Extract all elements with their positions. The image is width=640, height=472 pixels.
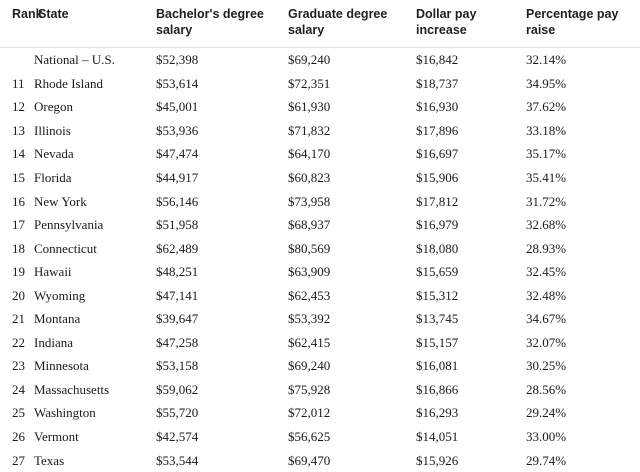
cell-rank: 22: [12, 334, 25, 350]
cell-percentage-raise: 32.14%: [526, 52, 567, 68]
cell-dollar-increase: $16,930: [416, 99, 459, 115]
cell-state: Wyoming: [34, 287, 86, 303]
cell-dollar-increase: $15,906: [416, 169, 459, 185]
cell-bachelor-salary: $53,544: [156, 452, 199, 468]
cell-graduate-salary: $56,625: [288, 429, 331, 444]
column-header-bachelor-salary: Bachelor's degree salary: [150, 0, 282, 48]
table-row: [0, 378, 640, 402]
cell-percentage-raise: 32.48%: [526, 287, 567, 303]
cell-state: Oregon: [34, 99, 73, 115]
cell-state: Florida: [34, 169, 72, 185]
table-row: [0, 401, 640, 425]
cell-dollar-increase: $16,866: [416, 381, 459, 397]
cell-graduate-salary: $61,930: [288, 99, 331, 115]
table-row: [0, 190, 640, 214]
cell-graduate-salary: $69,240: [288, 358, 331, 374]
cell-dollar-increase: $15,659: [416, 264, 459, 280]
cell-state: Hawaii: [34, 264, 72, 280]
cell-state: Massachusetts: [34, 381, 110, 397]
cell-rank: 11: [12, 75, 25, 91]
cell-dollar-increase: $15,926: [416, 452, 459, 468]
table-header: [0, 0, 640, 48]
cell-percentage-raise: 32.45%: [526, 264, 567, 280]
cell-bachelor-salary: $56,146: [156, 193, 199, 209]
cell-bachelor-salary: $55,720: [156, 405, 199, 421]
cell-bachelor-salary: $59,062: [156, 381, 199, 397]
table-header-row: [0, 0, 640, 48]
cell-state: Texas: [34, 452, 65, 468]
cell-graduate-salary: $68,937: [288, 217, 331, 233]
cell-bachelor-salary: $52,398: [156, 52, 199, 68]
cell-dollar-increase: $16,293: [416, 405, 459, 421]
cell-bachelor-salary: $47,258: [156, 334, 199, 350]
cell-graduate-salary: $62,453: [288, 287, 331, 303]
cell-rank: 18: [12, 240, 25, 256]
column-header-state: State: [32, 0, 150, 48]
cell-state: National – U.S.: [34, 52, 115, 68]
cell-graduate-salary: $62,415: [288, 334, 331, 350]
cell-state: Indiana: [34, 334, 73, 350]
cell-bachelor-salary: $53,936: [156, 122, 199, 138]
cell-percentage-raise: 28.56%: [526, 381, 567, 397]
cell-bachelor-salary: $51,958: [156, 217, 199, 233]
cell-percentage-raise: 35.41%: [526, 169, 567, 185]
cell-dollar-increase: $13,745: [416, 311, 459, 327]
cell-rank: [0, 48, 32, 72]
column-header-percentage-raise: Percentage pay raise: [520, 0, 640, 48]
cell-percentage-raise: 30.25%: [526, 358, 567, 374]
cell-dollar-increase: $17,896: [416, 122, 459, 138]
cell-rank: 24: [12, 381, 25, 397]
cell-rank: 21: [12, 311, 25, 327]
cell-bachelor-salary: $39,647: [156, 311, 199, 327]
cell-percentage-raise: 29.74%: [526, 452, 567, 468]
cell-percentage-raise: 32.68%: [526, 217, 567, 233]
cell-bachelor-salary: $47,141: [156, 287, 199, 303]
cell-state: Nevada: [34, 146, 74, 162]
cell-dollar-increase: $15,157: [416, 334, 459, 350]
cell-rank: 20: [12, 287, 25, 303]
cell-percentage-raise: 34.67%: [526, 311, 567, 327]
cell-percentage-raise: 33.18%: [526, 122, 567, 138]
cell-dollar-increase: $14,051: [416, 429, 459, 444]
cell-graduate-salary: $69,470: [288, 452, 331, 468]
cell-dollar-increase: $16,697: [416, 146, 459, 162]
cell-percentage-raise: 29.24%: [526, 405, 567, 421]
table-row: [0, 260, 640, 284]
table-row: [0, 142, 640, 166]
cell-graduate-salary: $72,012: [288, 405, 331, 421]
cell-state: Washington: [34, 405, 96, 421]
cell-rank: 26: [12, 429, 25, 444]
table-row: [0, 72, 640, 96]
cell-graduate-salary: $63,909: [288, 264, 331, 280]
cell-dollar-increase: $16,842: [416, 52, 459, 68]
cell-graduate-salary: $80,569: [288, 240, 331, 256]
cell-rank: 16: [12, 193, 25, 209]
cell-rank: 14: [12, 146, 25, 162]
table-row: [0, 48, 640, 72]
cell-state: Pennsylvania: [34, 217, 104, 233]
cell-graduate-salary: $73,958: [288, 193, 331, 209]
table-row: [0, 449, 640, 472]
cell-percentage-raise: 32.07%: [526, 334, 567, 350]
cell-graduate-salary: $60,823: [288, 169, 331, 185]
table-row: [0, 213, 640, 237]
cell-bachelor-salary: $44,917: [156, 169, 199, 185]
cell-rank: 15: [12, 169, 25, 185]
cell-dollar-increase: $15,312: [416, 287, 459, 303]
cell-state: Illinois: [34, 122, 71, 138]
cell-bachelor-salary: $42,574: [156, 429, 199, 444]
column-header-graduate-salary: Graduate degree salary: [282, 0, 410, 48]
cell-percentage-raise: 28.93%: [526, 240, 567, 256]
cell-dollar-increase: $16,081: [416, 358, 459, 374]
cell-bachelor-salary: $53,158: [156, 358, 199, 374]
cell-dollar-increase: $17,812: [416, 193, 459, 209]
cell-bachelor-salary: $48,251: [156, 264, 199, 280]
table-row: [0, 166, 640, 190]
column-header-dollar-increase: Dollar pay increase: [410, 0, 520, 48]
cell-graduate-salary: $71,832: [288, 122, 331, 138]
cell-rank: 27: [12, 452, 25, 468]
cell-state: Rhode Island: [34, 75, 103, 91]
cell-percentage-raise: 33.00%: [526, 429, 567, 444]
table-body: [0, 48, 640, 472]
cell-state: Connecticut: [34, 240, 97, 256]
table-row: [0, 284, 640, 308]
cell-graduate-salary: $69,240: [288, 52, 331, 68]
cell-graduate-salary: $72,351: [288, 75, 331, 91]
table-row: [0, 119, 640, 143]
cell-bachelor-salary: $45,001: [156, 99, 199, 115]
table-row: [0, 95, 640, 119]
cell-graduate-salary: $64,170: [288, 146, 331, 162]
table-row: [0, 354, 640, 378]
cell-dollar-increase: $18,080: [416, 240, 459, 256]
cell-state: New York: [34, 193, 87, 209]
table-row: [0, 331, 640, 355]
cell-bachelor-salary: $53,614: [156, 75, 199, 91]
cell-state: Vermont: [34, 429, 79, 444]
cell-state: Montana: [34, 311, 81, 327]
cell-bachelor-salary: $62,489: [156, 240, 199, 256]
cell-percentage-raise: 35.17%: [526, 146, 567, 162]
cell-graduate-salary: $53,392: [288, 311, 331, 327]
cell-dollar-increase: $18,737: [416, 75, 459, 91]
cell-state: Minnesota: [34, 358, 89, 374]
cell-dollar-increase: $16,979: [416, 217, 459, 233]
column-header-rank: Rank: [0, 0, 32, 48]
table-row: [0, 237, 640, 261]
cell-graduate-salary: $75,928: [288, 381, 331, 397]
cell-rank: 17: [12, 217, 25, 233]
cell-percentage-raise: 34.95%: [526, 75, 567, 91]
cell-bachelor-salary: $47,474: [156, 146, 199, 162]
cell-rank: 12: [12, 99, 25, 115]
cell-rank: 13: [12, 122, 25, 138]
cell-rank: 23: [12, 358, 25, 374]
cell-rank: 25: [12, 405, 25, 421]
cell-percentage-raise: 37.62%: [526, 99, 567, 115]
table-row: [0, 425, 640, 449]
table-row: [0, 307, 640, 331]
cell-percentage-raise: 31.72%: [526, 193, 567, 209]
cell-rank: 19: [12, 264, 25, 280]
